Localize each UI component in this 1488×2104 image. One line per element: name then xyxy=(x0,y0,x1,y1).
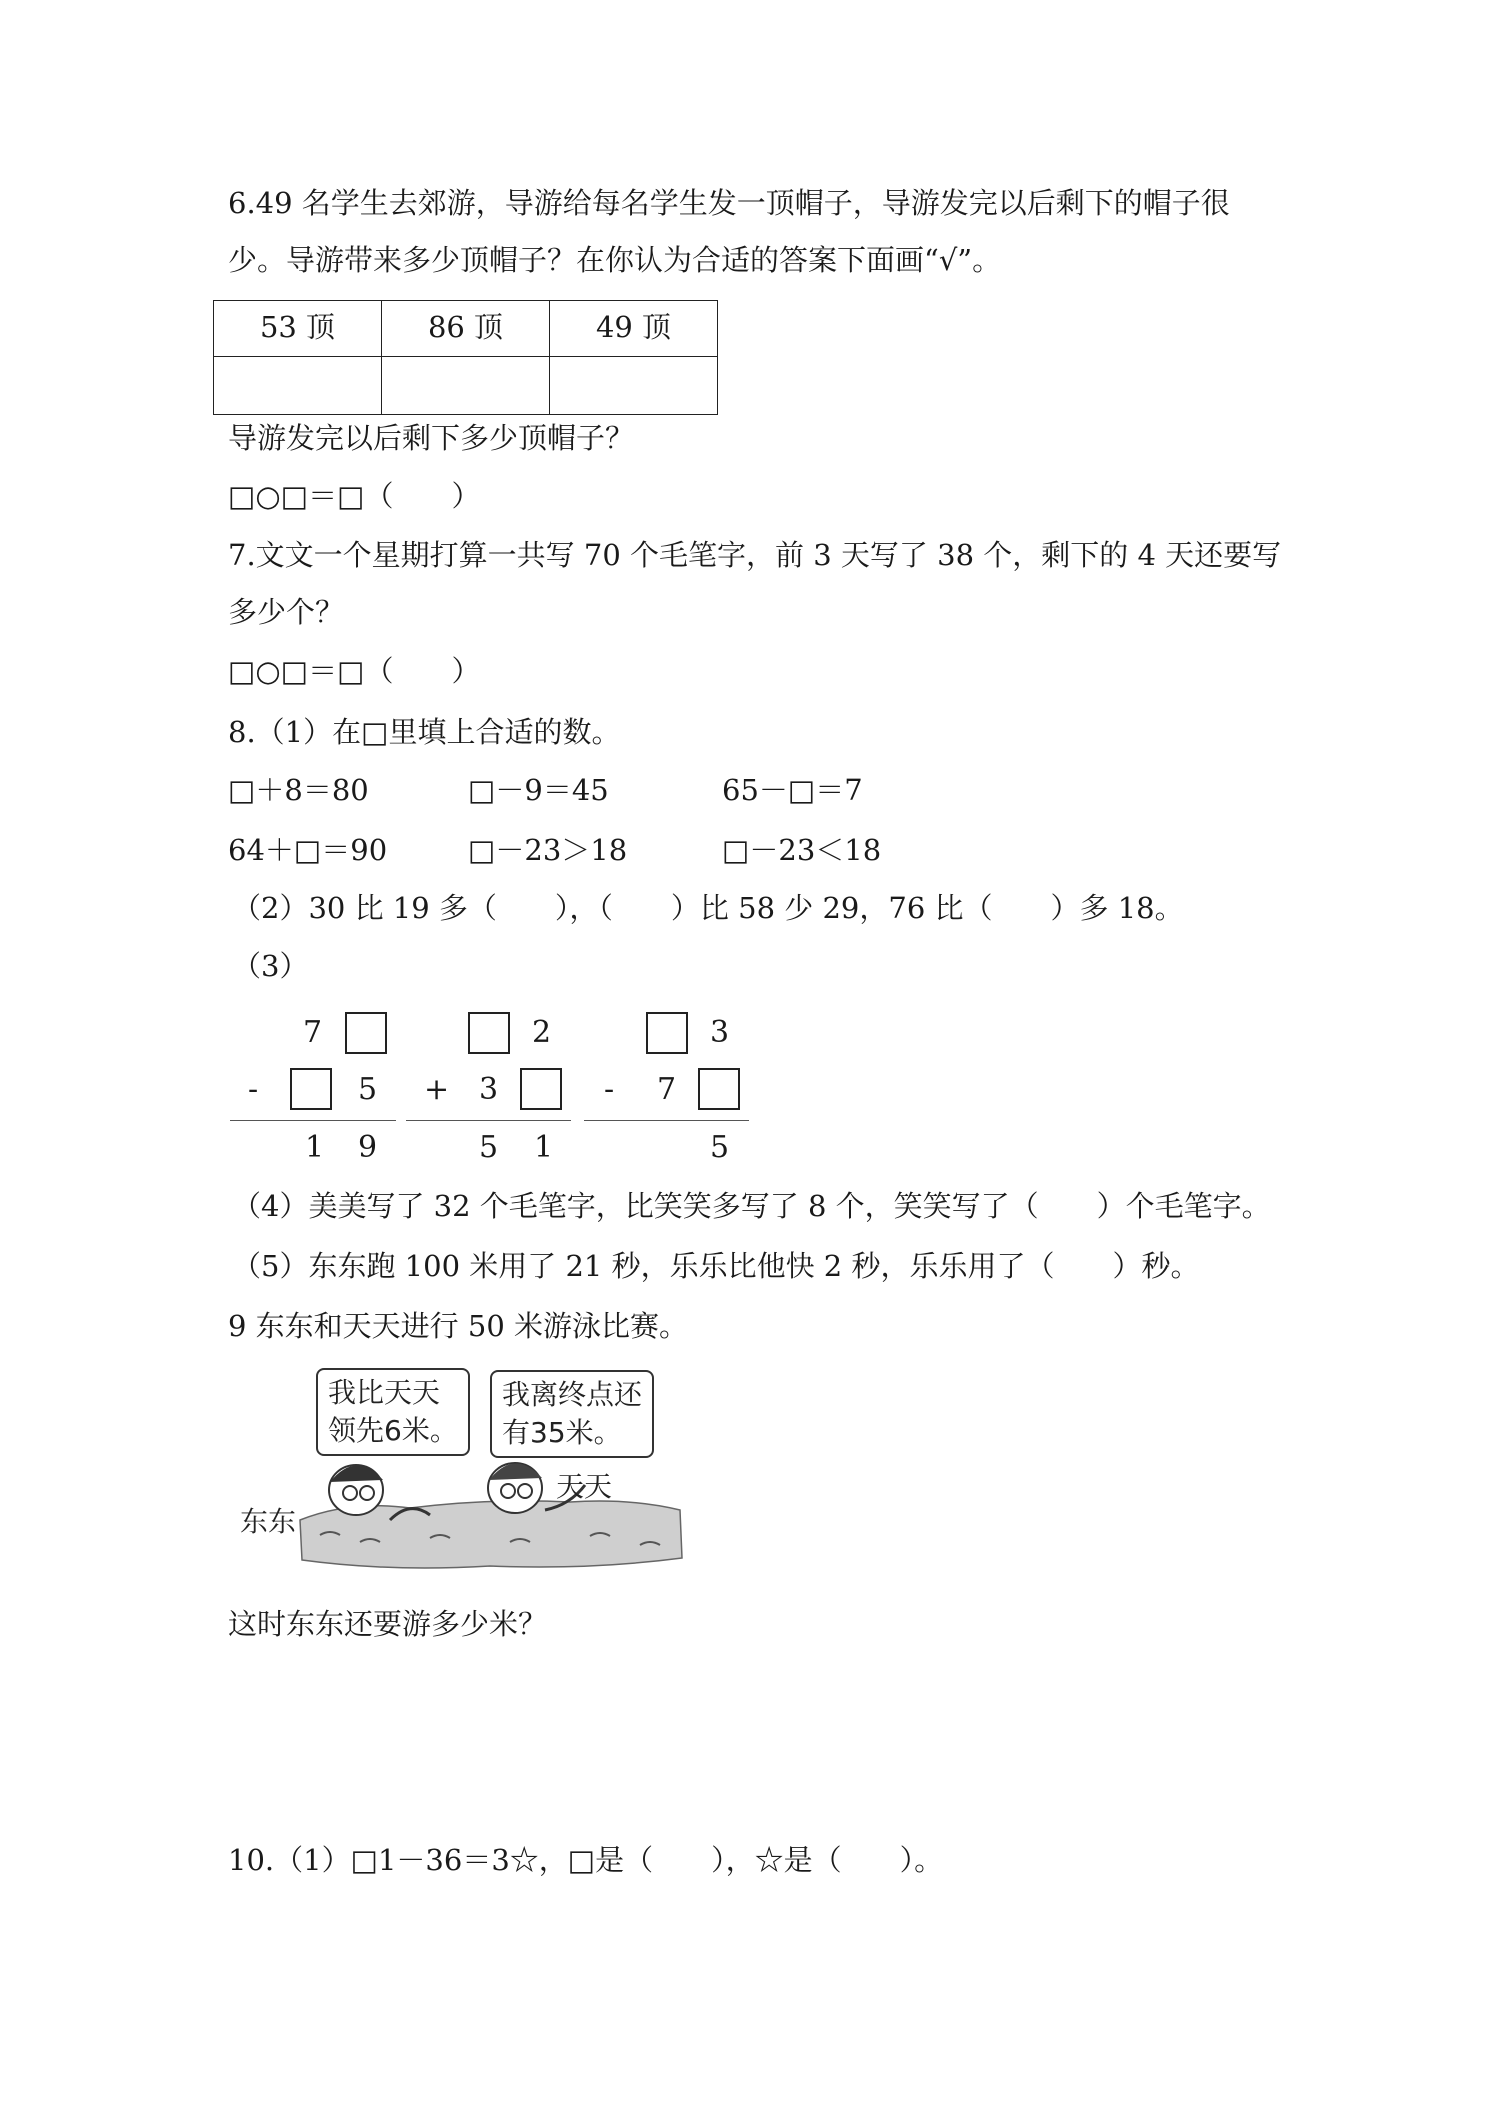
vp2-operator: + xyxy=(424,1072,450,1107)
vp1-result-ones: 9 xyxy=(358,1130,378,1165)
answer-cell-49[interactable] xyxy=(550,357,718,415)
q7-formula: □○□＝□（ ） xyxy=(228,654,481,688)
q8-r1-c3: 65－□＝7 xyxy=(722,773,863,807)
q8-part4: （4）美美写了 32 个毛笔字，比笑笑多写了 8 个，笑笑写了（ ）个毛笔字。 xyxy=(232,1189,1271,1223)
vp2-mid-digit: 3 xyxy=(479,1072,499,1107)
q8-part5: （5）东东跑 100 米用了 21 秒，乐乐比他快 2 秒，乐乐用了（ ）秒。 xyxy=(232,1249,1200,1283)
vp3-mid-digit: 7 xyxy=(657,1072,677,1107)
vp2-top-digit: 2 xyxy=(532,1015,552,1050)
q10-text: 10.（1）□1－36＝3☆，□是（ ），☆是（ ）。 xyxy=(228,1843,944,1877)
speech-bubble-tiantian xyxy=(490,1370,654,1458)
bubble-right-line1: 我离终点还 xyxy=(502,1378,643,1411)
vp3-rule xyxy=(584,1120,749,1121)
answer-cell-53[interactable] xyxy=(214,357,382,415)
vp3-result-ones: 5 xyxy=(710,1130,730,1165)
bubble-right-line2: 有35米。 xyxy=(502,1416,622,1449)
option-86: 86 顶 xyxy=(382,301,550,357)
vp1-box-top[interactable] xyxy=(345,1012,387,1054)
q6-line2: 少。导游带来多少顶帽子？在你认为合适的答案下面画“√”。 xyxy=(228,243,1002,277)
bubble-left-line2: 领先6米。 xyxy=(328,1414,458,1447)
speech-bubble-dongdong xyxy=(316,1368,470,1456)
q8-r2-c2: □－23＞18 xyxy=(468,833,628,867)
vp1-result-tens: 1 xyxy=(305,1130,325,1165)
bubble-left-line1: 我比天天 xyxy=(328,1376,441,1409)
vp1-top-digit: 7 xyxy=(303,1015,323,1050)
vp2-box-top[interactable] xyxy=(468,1012,510,1054)
q8-r1-c1: □＋8＝80 xyxy=(228,773,369,807)
vp2-rule xyxy=(406,1120,571,1121)
q7-line1: 7.文文一个星期打算一共写 70 个毛笔字，前 3 天写了 38 个，剩下的 4 天还要写 xyxy=(228,538,1282,572)
q8-part2: （2）30 比 19 多（ ），（ ）比 58 少 29，76 比（ ）多 18。 xyxy=(232,891,1184,925)
vp1-mid-digit: 5 xyxy=(358,1072,378,1107)
q9-title: 9 东东和天天进行 50 米游泳比赛。 xyxy=(228,1309,689,1343)
q8-r2-c3: □－23＜18 xyxy=(722,833,882,867)
vp3-box-mid[interactable] xyxy=(698,1068,740,1110)
vp3-box-top[interactable] xyxy=(646,1012,688,1054)
label-tiantian: 天天 xyxy=(556,1470,613,1503)
q6-choice-table xyxy=(213,300,718,415)
vp1-rule xyxy=(230,1120,396,1121)
q7-line2: 多少个？ xyxy=(228,595,345,629)
vp1-operator: - xyxy=(248,1072,259,1107)
q8-part3-label: （3） xyxy=(232,949,309,983)
answer-cell-86[interactable] xyxy=(382,357,550,415)
vp3-operator: - xyxy=(604,1072,615,1107)
q8-r1-c2: □－9＝45 xyxy=(468,773,609,807)
q9-question: 这时东东还要游多少米？ xyxy=(228,1607,548,1641)
q6-line1: 6.49 名学生去郊游，导游给每名学生发一顶帽子，导游发完以后剩下的帽子很 xyxy=(228,186,1230,220)
q8-part1-title: 8.（1）在□里填上合适的数。 xyxy=(228,715,621,749)
q6-followup: 导游发完以后剩下多少顶帽子？ xyxy=(228,421,635,455)
vp1-box-mid[interactable] xyxy=(290,1068,332,1110)
q8-r2-c1: 64＋□＝90 xyxy=(228,833,388,867)
label-dongdong: 东东 xyxy=(240,1505,297,1538)
q6-formula: □○□＝□（ ） xyxy=(228,479,481,513)
vp2-result-tens: 5 xyxy=(479,1130,499,1165)
option-49: 49 顶 xyxy=(550,301,718,357)
vp2-box-mid[interactable] xyxy=(520,1068,562,1110)
vp2-result-ones: 1 xyxy=(534,1130,554,1165)
vp3-top-digit: 3 xyxy=(710,1015,730,1050)
option-53: 53 顶 xyxy=(214,301,382,357)
